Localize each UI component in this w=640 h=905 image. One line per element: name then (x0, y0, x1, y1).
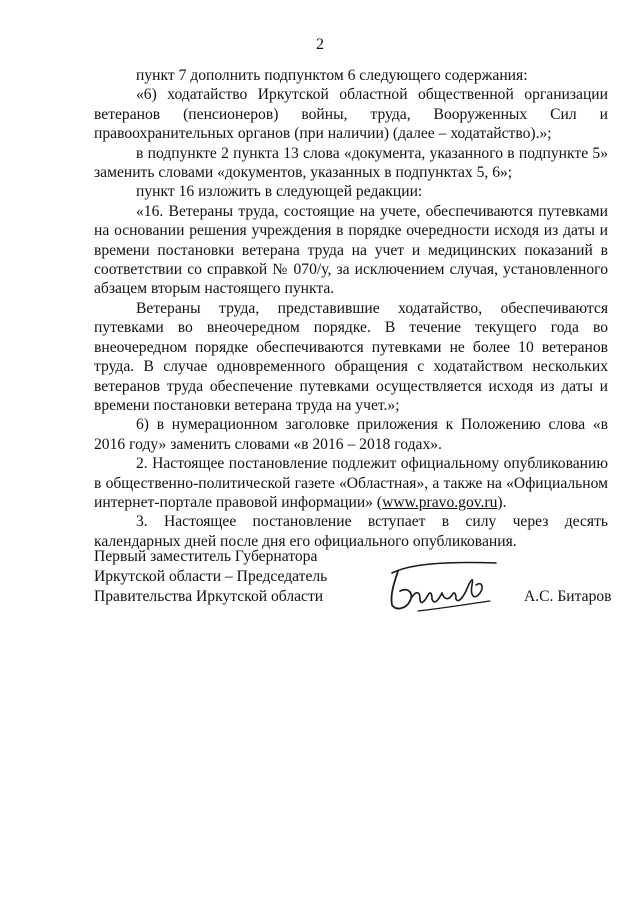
paragraph-item-7-amendment: пункт 7 дополнить подпунктом 6 следующего содержания: (136, 67, 528, 84)
signer-title-line: Правительства Иркутской области (94, 588, 324, 605)
page-number: 2 (316, 36, 324, 53)
paragraph-subitem-6-heading: 6) в нумерационном заголовке приложения к Положению слова «в 2016 году» заменить словами «в 2016 – 2018 годах». (94, 416, 608, 453)
paragraph-item-16-intro: пункт 16 изложить в следующей редакции: (136, 183, 423, 201)
signer-title-line: Иркутской области – Председатель (94, 568, 328, 585)
signer-title-line: Первый заместитель Губернатора (94, 548, 318, 565)
paragraph-item-16-text: «16. Ветераны труда, состоящие на учете, обеспечиваются путевками на основании решения учреждения в порядке очередности исходя из даты и времени постановки ветерана труда на учет и медицинских показаний в соответствии со справкой № 070/у, за исключением случая, установленного абзацем вторым настоящего пункта. (94, 202, 608, 298)
paragraph-subitem-6: «6) ходатайство Иркутской областной общественной организации ветеранов (пенсионеров) войны, труда, Вооруженных Сил и правоохранительных органов (при наличии) (далее – ходатайство).»; (94, 86, 608, 143)
paragraph-publication (94, 454, 608, 512)
paragraph-item-13-amendment: в подпункте 2 пункта 13 слова «документа, указанного в подпункте 5» заменить словами «документов, указанных в подпунктах 5, 6»; (94, 144, 608, 182)
signer-name: А.С. Битаров (524, 588, 612, 605)
handwritten-signature (378, 551, 508, 615)
paragraph-entry-into-force: 3. Настоящее постановление вступает в силу через десять календарных дней после дня его официального опубликования. (94, 513, 608, 550)
document-body (94, 66, 608, 551)
signer-title (94, 547, 374, 607)
paragraph-item-16-second: Ветераны труда, представившие ходатайство, обеспечиваются путевками во внеочередном порядке. В течение текущего года во внеочередном порядке обеспечиваются путевками не более 10 ветеранов труда. В случае одновременного обращения с ходатайством нескольких ветеранов труда обеспечение путевками осуществляется исходя из даты и времени постановки ветерана труда на учет.»; (94, 299, 608, 414)
pravo-gov-link[interactable]: www.pravo.gov.ru (382, 493, 498, 511)
publication-text-end: ). (497, 493, 507, 511)
publication-text: 2. Настоящее постановление подлежит официальному опубликованию в общественно-политической газете «Областная», а также на «Официальном интернет-портале правовой информации» ( (94, 455, 608, 511)
